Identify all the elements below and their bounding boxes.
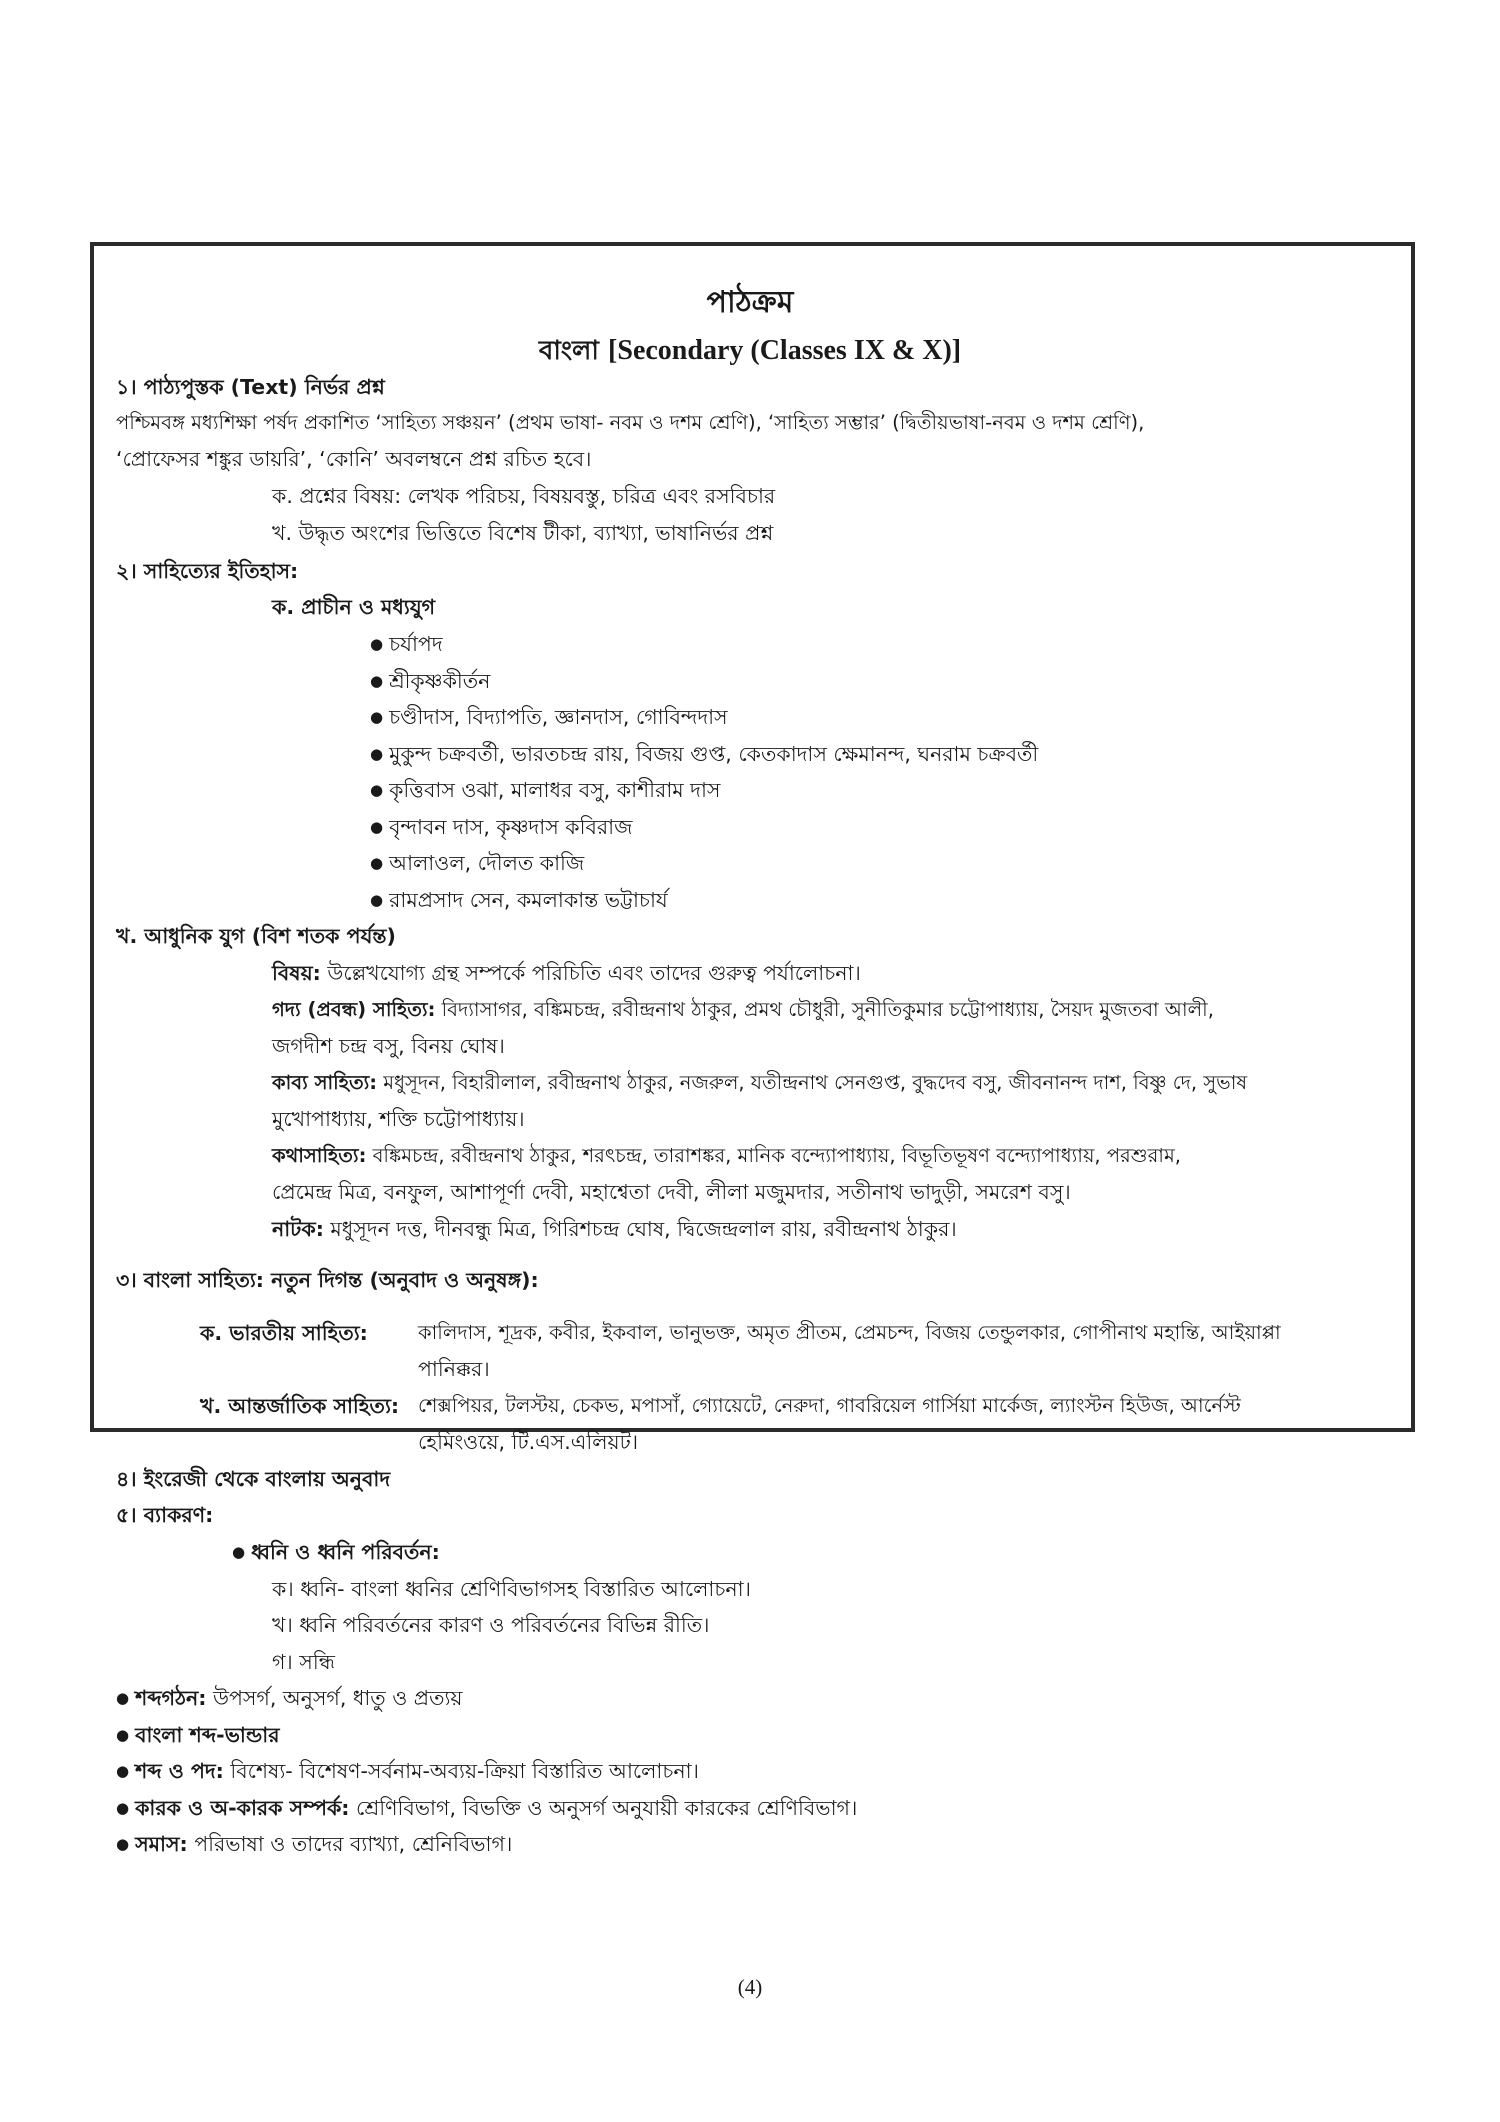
section-5-heading: ৫। ব্যাকরণ: (116, 1503, 214, 1527)
phonetics-heading: ● ধ্বনি ও ধ্বনি পরিবর্তন: (232, 1537, 440, 1569)
prose-authors-continued: জগদীশ চন্দ্র বসু, বিনয় ঘোষ। (272, 1034, 505, 1058)
section-2-heading: ২। সাহিত্যের ইতিহাস: (116, 559, 299, 583)
page-subtitle (0, 330, 1500, 374)
phonetics-item-ka: ক। ধ্বনি- বাংলা ধ্বনির শ্রেণিবিভাগসহ বিস্তারিত আলোচনা। (272, 1577, 751, 1601)
prose-authors: বিদ্যাসাগর, বঙ্কিমচন্দ্র, রবীন্দ্রনাথ ঠাকুর, প্রমথ চৌধুরী, সুনীতিকুমার চট্টোপাধ্যায়, সৈয়দ মুজতবা আলী, (435, 998, 1214, 1021)
drama-label: নাটক: (272, 1217, 324, 1241)
indian-literature-authors: কালিদাস, শূদ্রক, কবীর, ইকবাল, ভানুভক্ত, অমৃত প্রীতম, প্রেমচন্দ, বিজয় তেন্ডুলকার, গোপীনাথ মহান্তি, আইয়াপ্পা (418, 1321, 1281, 1344)
section-4-heading: ৪। ইংরেজী থেকে বাংলায় অনুবাদ (116, 1467, 391, 1491)
subject-text: উল্লেখযোগ্য গ্রন্থ সম্পর্কে পরিচিতি এবং তাদের গুরুত্ব পর্যালোচনা। (320, 961, 861, 985)
section-1-item-kha: খ. উদ্ধৃত অংশের ভিত্তিতে বিশেষ টীকা, ব্যাখ্যা, ভাষানির্ভর প্রশ্ন (272, 521, 774, 545)
fiction-label: কথাসাহিত্য: (272, 1144, 367, 1167)
word-and-parts-label: শব্দ ও পদ: (135, 1759, 224, 1783)
fiction-literature-line (272, 1141, 1181, 1171)
page-number: (4) (737, 1975, 763, 1999)
modern-subject-line (272, 958, 861, 988)
drama-authors: মধুসূদন দত্ত, দীনবন্ধু মিত্র, গিরিশচন্দ্র ঘোষ, দ্বিজেন্দ্রলাল রায়, রবীন্দ্রনাথ ঠাকুর। (323, 1217, 957, 1241)
compound-label: সমাস: (135, 1832, 188, 1856)
drama-literature-line (272, 1214, 957, 1244)
fiction-authors-continued: প্রেমেন্দ্র মিত্র, বনফুল, আশাপূর্ণা দেবী, মহাশ্বেতা দেবী, লীলা মজুমদার, সতীনাথ ভাদুড়ী, সমরেশ বসু। (272, 1180, 1071, 1204)
international-literature-authors-continued: হেমিংওয়ে, টি.এস.এলিয়ট। (418, 1430, 639, 1454)
medieval-list-item: ● চণ্ডীদাস, বিদ্যাপতি, জ্ঞানদাস, গোবিন্দদাস (370, 702, 728, 734)
compound-line (116, 1829, 512, 1861)
medieval-list-item: ● রামপ্রসাদ সেন, কমলাকান্ত ভট্টাচার্য (370, 885, 668, 917)
subtitle-bengali: বাংলা (538, 336, 599, 366)
compound-text: পরিভাষা ও তাদের ব্যাখ্যা, শ্রেনিবিভাগ। (187, 1832, 513, 1856)
poetry-authors-continued: মুখোপাধ্যায়, শক্তি চট্টোপাধ্যায়। (272, 1107, 525, 1131)
prose-label: গদ্য (প্রবন্ধ) সাহিত্য: (272, 998, 436, 1021)
section-2-ka-heading: ক. প্রাচীন ও মধ্যযুগ (272, 595, 436, 619)
case-relation-text: শ্রেণিবিভাগ, বিভক্তি ও অনুসর্গ অনুযায়ী কারকের শ্রেণিবিভাগ। (349, 1796, 858, 1820)
medieval-list-item: ● শ্রীকৃষ্ণকীর্তন (370, 666, 490, 698)
phonetics-item-ga: গ। সন্ধি (272, 1650, 335, 1674)
word-formation-line (116, 1683, 463, 1715)
vocabulary-line: ● বাংলা শব্দ-ভান্ডার (116, 1720, 279, 1752)
international-literature-label: খ. আন্তর্জাতিক সাহিত্য: (200, 1394, 400, 1418)
medieval-list-item: ● কৃত্তিবাস ওঝা, মালাধর বসু, কাশীরাম দাস (370, 775, 720, 807)
medieval-list-item: ● চর্যাপদ (370, 629, 443, 661)
section-2-kha-heading: খ. আধুনিক যুগ (বিশ শতক পর্যন্ত) (116, 924, 396, 948)
section-1-para-line-1: পশ্চিমবঙ্গ মধ্যশিক্ষা পর্ষদ প্রকাশিত ‘সাহিত্য সঞ্চয়ন’ (প্রথম ভাষা- নবম ও দশম শ্রেণি), ‘সাহিত্য সম্ভার’ (দ্বিতীয়ভাষা-নবম ও দশম শ্রেণি), (116, 411, 1145, 434)
medieval-list-item: ● আলাওল, দৌলত কাজি (370, 848, 584, 880)
section-1-heading: ১। পাঠ্যপুস্তক (Text) নির্ভর প্রশ্ন (116, 375, 385, 399)
section-3-heading: ৩। বাংলা সাহিত্য: নতুন দিগন্ত (অনুবাদ ও অনুষঙ্গ): (116, 1268, 539, 1292)
indian-literature-authors-continued: পানিক্কর। (418, 1357, 490, 1381)
section-1-para-line-2: ‘প্রোফেসর শঙ্কুর ডায়রি’, ‘কোনি’ অবলম্বনে প্রশ্ন রচিত হবে। (116, 447, 592, 471)
poetry-authors: মধুসূদন, বিহারীলাল, রবীন্দ্রনাথ ঠাকুর, নজরুল, যতীন্দ্রনাথ সেনগুপ্ত, বুদ্ধদেব বসু, জীবনানন্দ দাশ, বিষ্ণু দে, সুভাষ (377, 1071, 1248, 1094)
poetry-literature-line (272, 1068, 1247, 1098)
word-formation-text: উপসর্গ, অনুসর্গ, ধাতু ও প্রত্যয় (206, 1686, 463, 1710)
phonetics-item-kha: খ। ধ্বনি পরিবর্তনের কারণ ও পরিবর্তনের বিভিন্ন রীতি। (272, 1613, 710, 1637)
fiction-authors: বঙ্কিমচন্দ্র, রবীন্দ্রনাথ ঠাকুর, শরৎচন্দ্র, তারাশঙ্কর, মানিক বন্দ্যোপাধ্যায়, বিভূতিভূষণ বন্দ্যোপাধ্যায়, পরশুরাম, (366, 1144, 1181, 1167)
word-formation-label: শব্দগঠন: (135, 1686, 207, 1710)
word-and-parts-text: বিশেষ্য- বিশেষণ-সর্বনাম-অব্যয়-ক্রিয়া বিস্তারিত আলোচনা। (223, 1759, 699, 1783)
case-relation-label: কারক ও অ-কারক সম্পর্ক: (135, 1796, 350, 1820)
poetry-label: কাব্য সাহিত্য: (272, 1071, 378, 1094)
section-1-item-ka: ক. প্রশ্নের বিষয়: লেখক পরিচয়, বিষয়বস্তু, চরিত্র এবং রসবিচার (272, 484, 776, 508)
subtitle-english: [Secondary (Classes IX & X)] (608, 335, 962, 366)
subject-label: বিষয়: (272, 961, 321, 985)
prose-literature-line (272, 995, 1214, 1025)
page-title: পাঠক্রম (706, 285, 794, 320)
case-relation-line (116, 1793, 857, 1825)
international-literature-authors: শেক্সপিয়র, টলস্টয়, চেকভ, মপাসাঁ, গ্যোয়েটে, নেরুদা, গাবরিয়েল গার্সিয়া মার্কেজ, ল্যাংস্টন হিউজ, আর্নেস্ট (418, 1394, 1241, 1417)
medieval-list-item: ● বৃন্দাবন দাস, কৃষ্ণদাস কবিরাজ (370, 812, 632, 844)
medieval-list-item: ● মুকুন্দ চক্রবর্তী, ভারতচন্দ্র রায়, বিজয় গুপ্ত, কেতকাদাস ক্ষেমানন্দ, ঘনরাম চক্রবর্তী (370, 739, 1038, 771)
word-and-parts-line (116, 1756, 699, 1788)
indian-literature-label: ক. ভারতীয় সাহিত্য: (200, 1321, 368, 1345)
